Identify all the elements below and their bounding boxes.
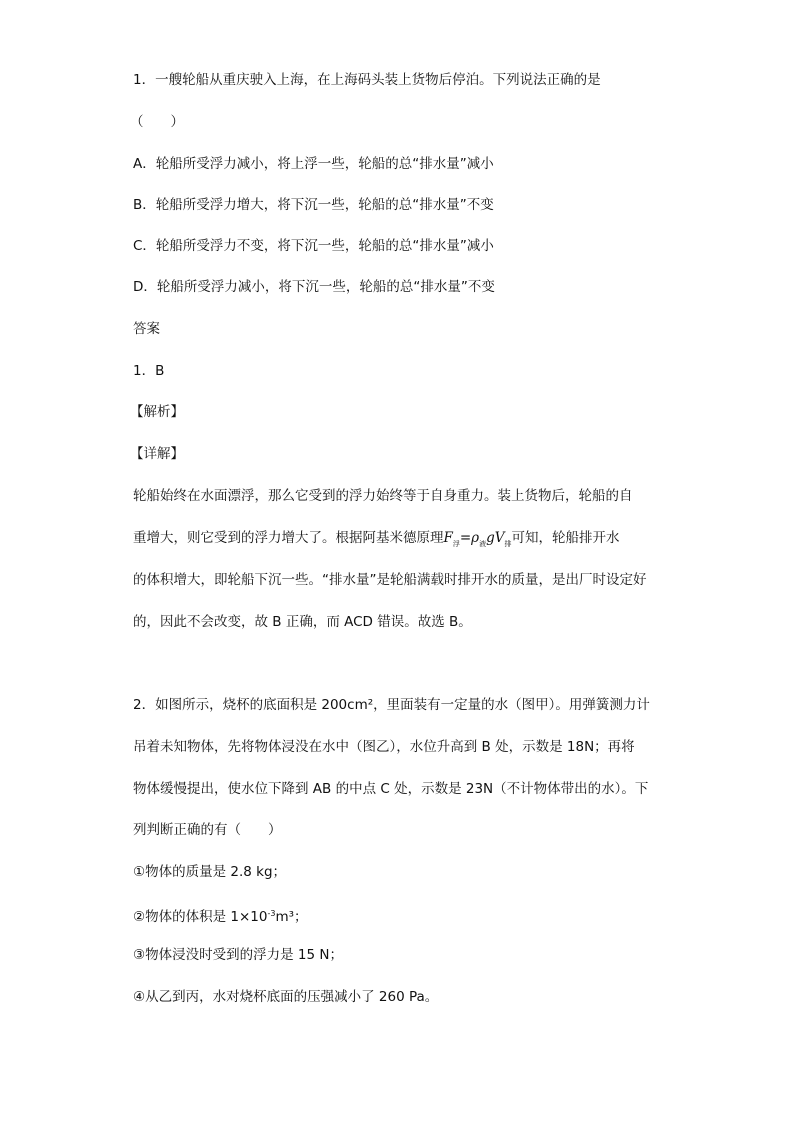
question-2-item-2: ②物体的体积是 $1\times 10^{-3}m^3$； [133,909,308,925]
question-2-item-1: ①物体的质量是 2.8 kg； [133,864,287,880]
analysis-label: 【解析】 [130,404,184,420]
question-1-stem: 1．一艘轮船从重庆驶入上海，在上海码头装上货物后停泊。下列说法正确的是 [133,72,601,88]
question-2-item-4: ④从乙到丙，水对烧杯底面的压强减小了 260 Pa。 [133,989,439,1005]
explanation-line-4: 的，因此不会改变，故 B 正确，而 ACD 错误。故选 B。 [133,614,472,630]
question-2-line-3: 物体缓慢提出，使水位下降到 AB 的中点 C 处，示数是 23N（不计物体带出的水）。下 [133,781,649,797]
explanation-line-2-tail: 可知，轮船排开水 [511,530,620,546]
question-1-option-a: A．轮船所受浮力减小，将上浮一些，轮船的总“排水量”减小 [133,156,494,172]
question-1-option-b: B．轮船所受浮力增大，将下沉一些，轮船的总“排水量”不变 [133,197,494,213]
question-2-line-1: 2．如图所示，烧杯的底面积是 200cm²，里面装有一定量的水（图甲）。用弹簧测力计 [133,697,650,713]
answer-heading: 答案 [133,321,160,337]
question-1-bracket: （ ） [130,114,184,130]
question-1-option-d: D．轮船所受浮力减小，将下沉一些，轮船的总“排水量”不变 [133,279,495,295]
question-2-line-4: 列判断正确的有（ ） [133,822,282,838]
question-1-option-c: C．轮船所受浮力不变，将下沉一些，轮船的总“排水量”减小 [133,238,494,254]
question-1-answer: 1．B [133,363,165,379]
explanation-line-1: 轮船始终在水面漂浮，那么它受到的浮力始终等于自身重力。装上货物后，轮船的自 [133,488,633,504]
explanation-line-3: 的体积增大，即轮船下沉一些。“排水量”是轮船满载时排开水的质量，是出厂时设定好 [133,572,647,588]
explanation-line-2-text: 重增大，则它受到的浮力增大了。根据阿基米德原理 [133,530,444,546]
question-2-item-3: ③物体浸没时受到的浮力是 15 N； [133,947,343,963]
explanation-line-2 [133,528,620,554]
archimedes-formula: $F_浮=\rho_液gV_排$ [443,530,512,548]
detail-label: 【详解】 [130,446,184,462]
question-2-line-2: 吊着未知物体，先将物体浸没在水中（图乙），水位升高到 B 处，示数是 18N；再将 [133,739,635,755]
